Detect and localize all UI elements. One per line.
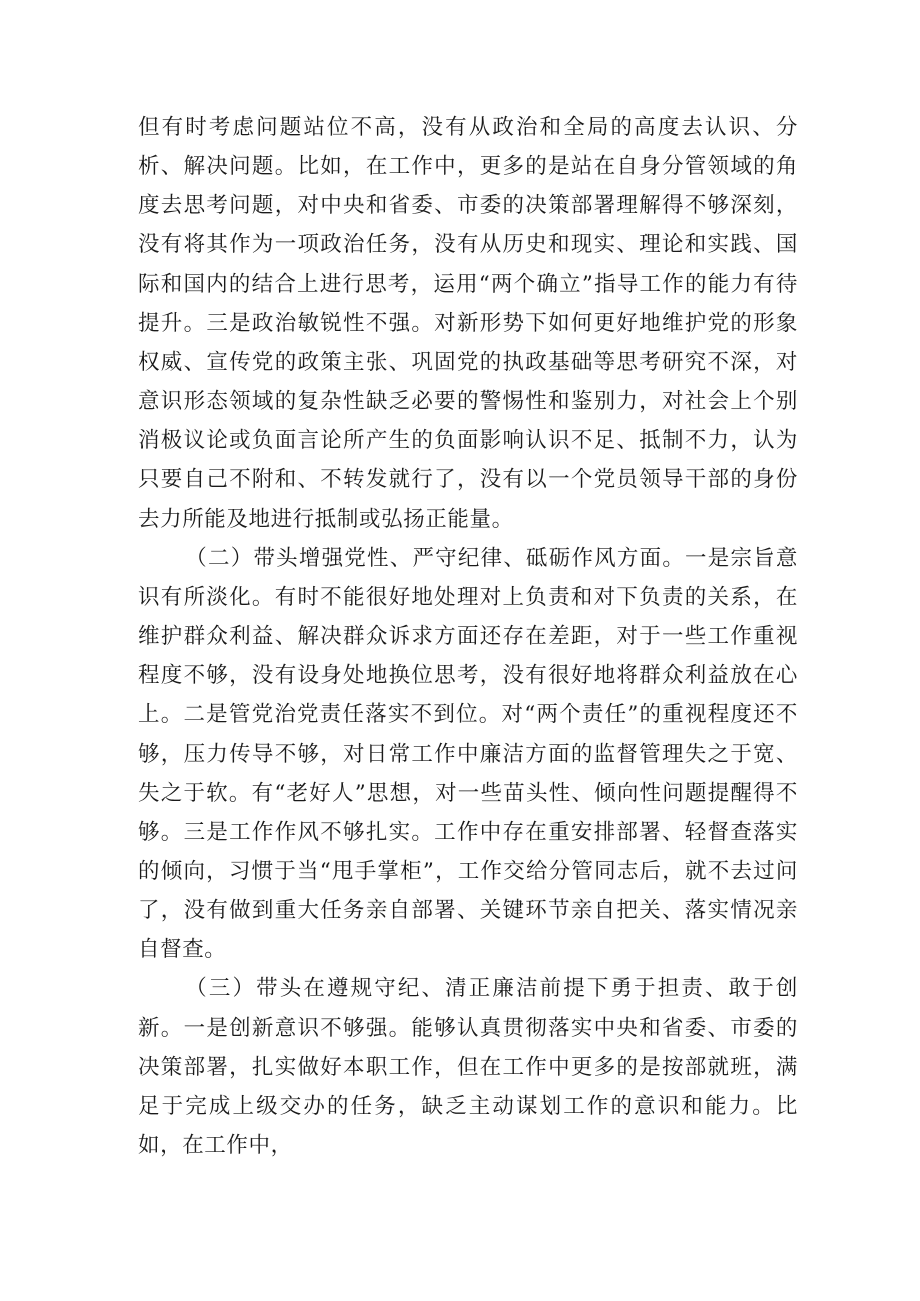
document-body [138,108,798,1165]
paragraph-responsibility-innovation: （三）带头在遵规守纪、清正廉洁前提下勇于担责、敢于创新。一是创新意识不够强。能够认真贯彻落实中央和省委、市委的决策部署，扎实做好本职工作，但在工作中更多的是按部就班，满足于完成上级交办的任务，缺乏主动谋划工作的意识和能力。比如，在工作中， [138,976,798,1159]
paragraph-political-awareness: 但有时考虑问题站位不高，没有从政治和全局的高度去认识、分析、解决问题。比如，在工作中，更多的是站在自身分管领域的角度去思考问题，对中央和省委、市委的决策部署理解得不够深刻，没有将其作为一项政治任务，没有从历史和现实、理论和实践、国际和国内的结合上进行思考，运用“两个确立”指导工作的能力有待提升。三是政治敏锐性不强。对新形势下如何更好地维护党的形象权威、宣传党的政策主张、巩固党的执政基础等思考研究不深，对意识形态领域的复杂性缺乏必要的警惕性和鉴别力，对社会上个别消极议论或负面言论所产生的负面影响认识不足、抵制不力，认为只要自己不附和、不转发就行了，没有以一个党员领导干部的身份去力所能及地进行抵制或弘扬正能量。 [138,115,798,532]
paragraph-party-discipline: （二）带头增强党性、严守纪律、砥砺作风方面。一是宗旨意识有所淡化。有时不能很好地处理对上负责和对下负责的关系，在维护群众利益、解决群众诉求方面还存在差距，对于一些工作重视程度不够，没有设身处地换位思考，没有很好地将群众利益放在心上。二是管党治党责任落实不到位。对“两个责任”的重视程度还不够，压力传导不够，对日常工作中廉洁方面的监督管理失之于宽、失之于软。有“老好人”思想，对一些苗头性、倾向性问题提醒得不够。三是工作作风不够扎实。工作中存在重安排部署、轻督查落实的倾向，习惯于当“甩手掌柜”，工作交给分管同志后，就不去过问了，没有做到重大任务亲自部署、关键环节亲自把关、落实情况亲自督查。 [138,545,798,963]
